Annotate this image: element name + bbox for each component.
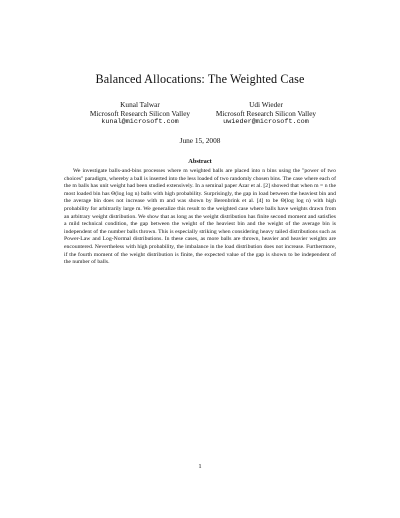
author-affiliation: Microsoft Research Silicon Valley bbox=[89, 109, 191, 118]
author-2 bbox=[176, 100, 356, 127]
paper-date: June 15, 2008 bbox=[179, 136, 221, 145]
author-email: kunal@microsoft.com bbox=[101, 118, 179, 126]
paper-title: Balanced Allocations: The Weighted Case bbox=[95, 72, 305, 86]
author-affiliation: Microsoft Research Silicon Valley bbox=[215, 109, 317, 118]
author-email: uwieder@microsoft.com bbox=[223, 118, 309, 126]
page-number: 1 bbox=[198, 463, 202, 470]
abstract-heading: Abstract bbox=[188, 158, 212, 165]
author-name: Kunal Talwar bbox=[120, 100, 160, 109]
abstract-text: We investigate balls-and-bins processes where m weighted balls are placed into n bins using the "power of two choices" paradigm, whereby a ball is inserted into the less loaded of two randomly chosen bins. The case where each of the m balls has unit weight had been studied extensively. In a seminal paper Azar et al. [2] showed that when m = n the most loaded bin has Θ(log log n) balls with high probability. Surprisingly, the gap in load between the heaviest bin and the average bin does not increase with m and was shown by Berenbrink et al. [4] to be Θ(log log n) with high probability for arbitrarily large m. We generalize this result to the weighted case where balls have weights drawn from an arbitrary weight distribution. We show that as long as the weight distribution has finite second moment and satisfies a mild technical condition, the gap between the weight of the heaviest bin and the weight of the average bin is independent of the number balls thrown. This is especially striking when considering heavy tailed distributions such as Power-Law and Log-Normal distributions. In these cases, as more balls are thrown, heavier and heavier weights are encountered. Nevertheless with high probability, the imbalance in the load distribution does not increase. Furthermore, if the fourth moment of the weight distribution is finite, the expected value of the gap is shown to be independent of the number of balls. bbox=[64, 168, 336, 266]
author-name: Udi Wieder bbox=[249, 100, 283, 109]
